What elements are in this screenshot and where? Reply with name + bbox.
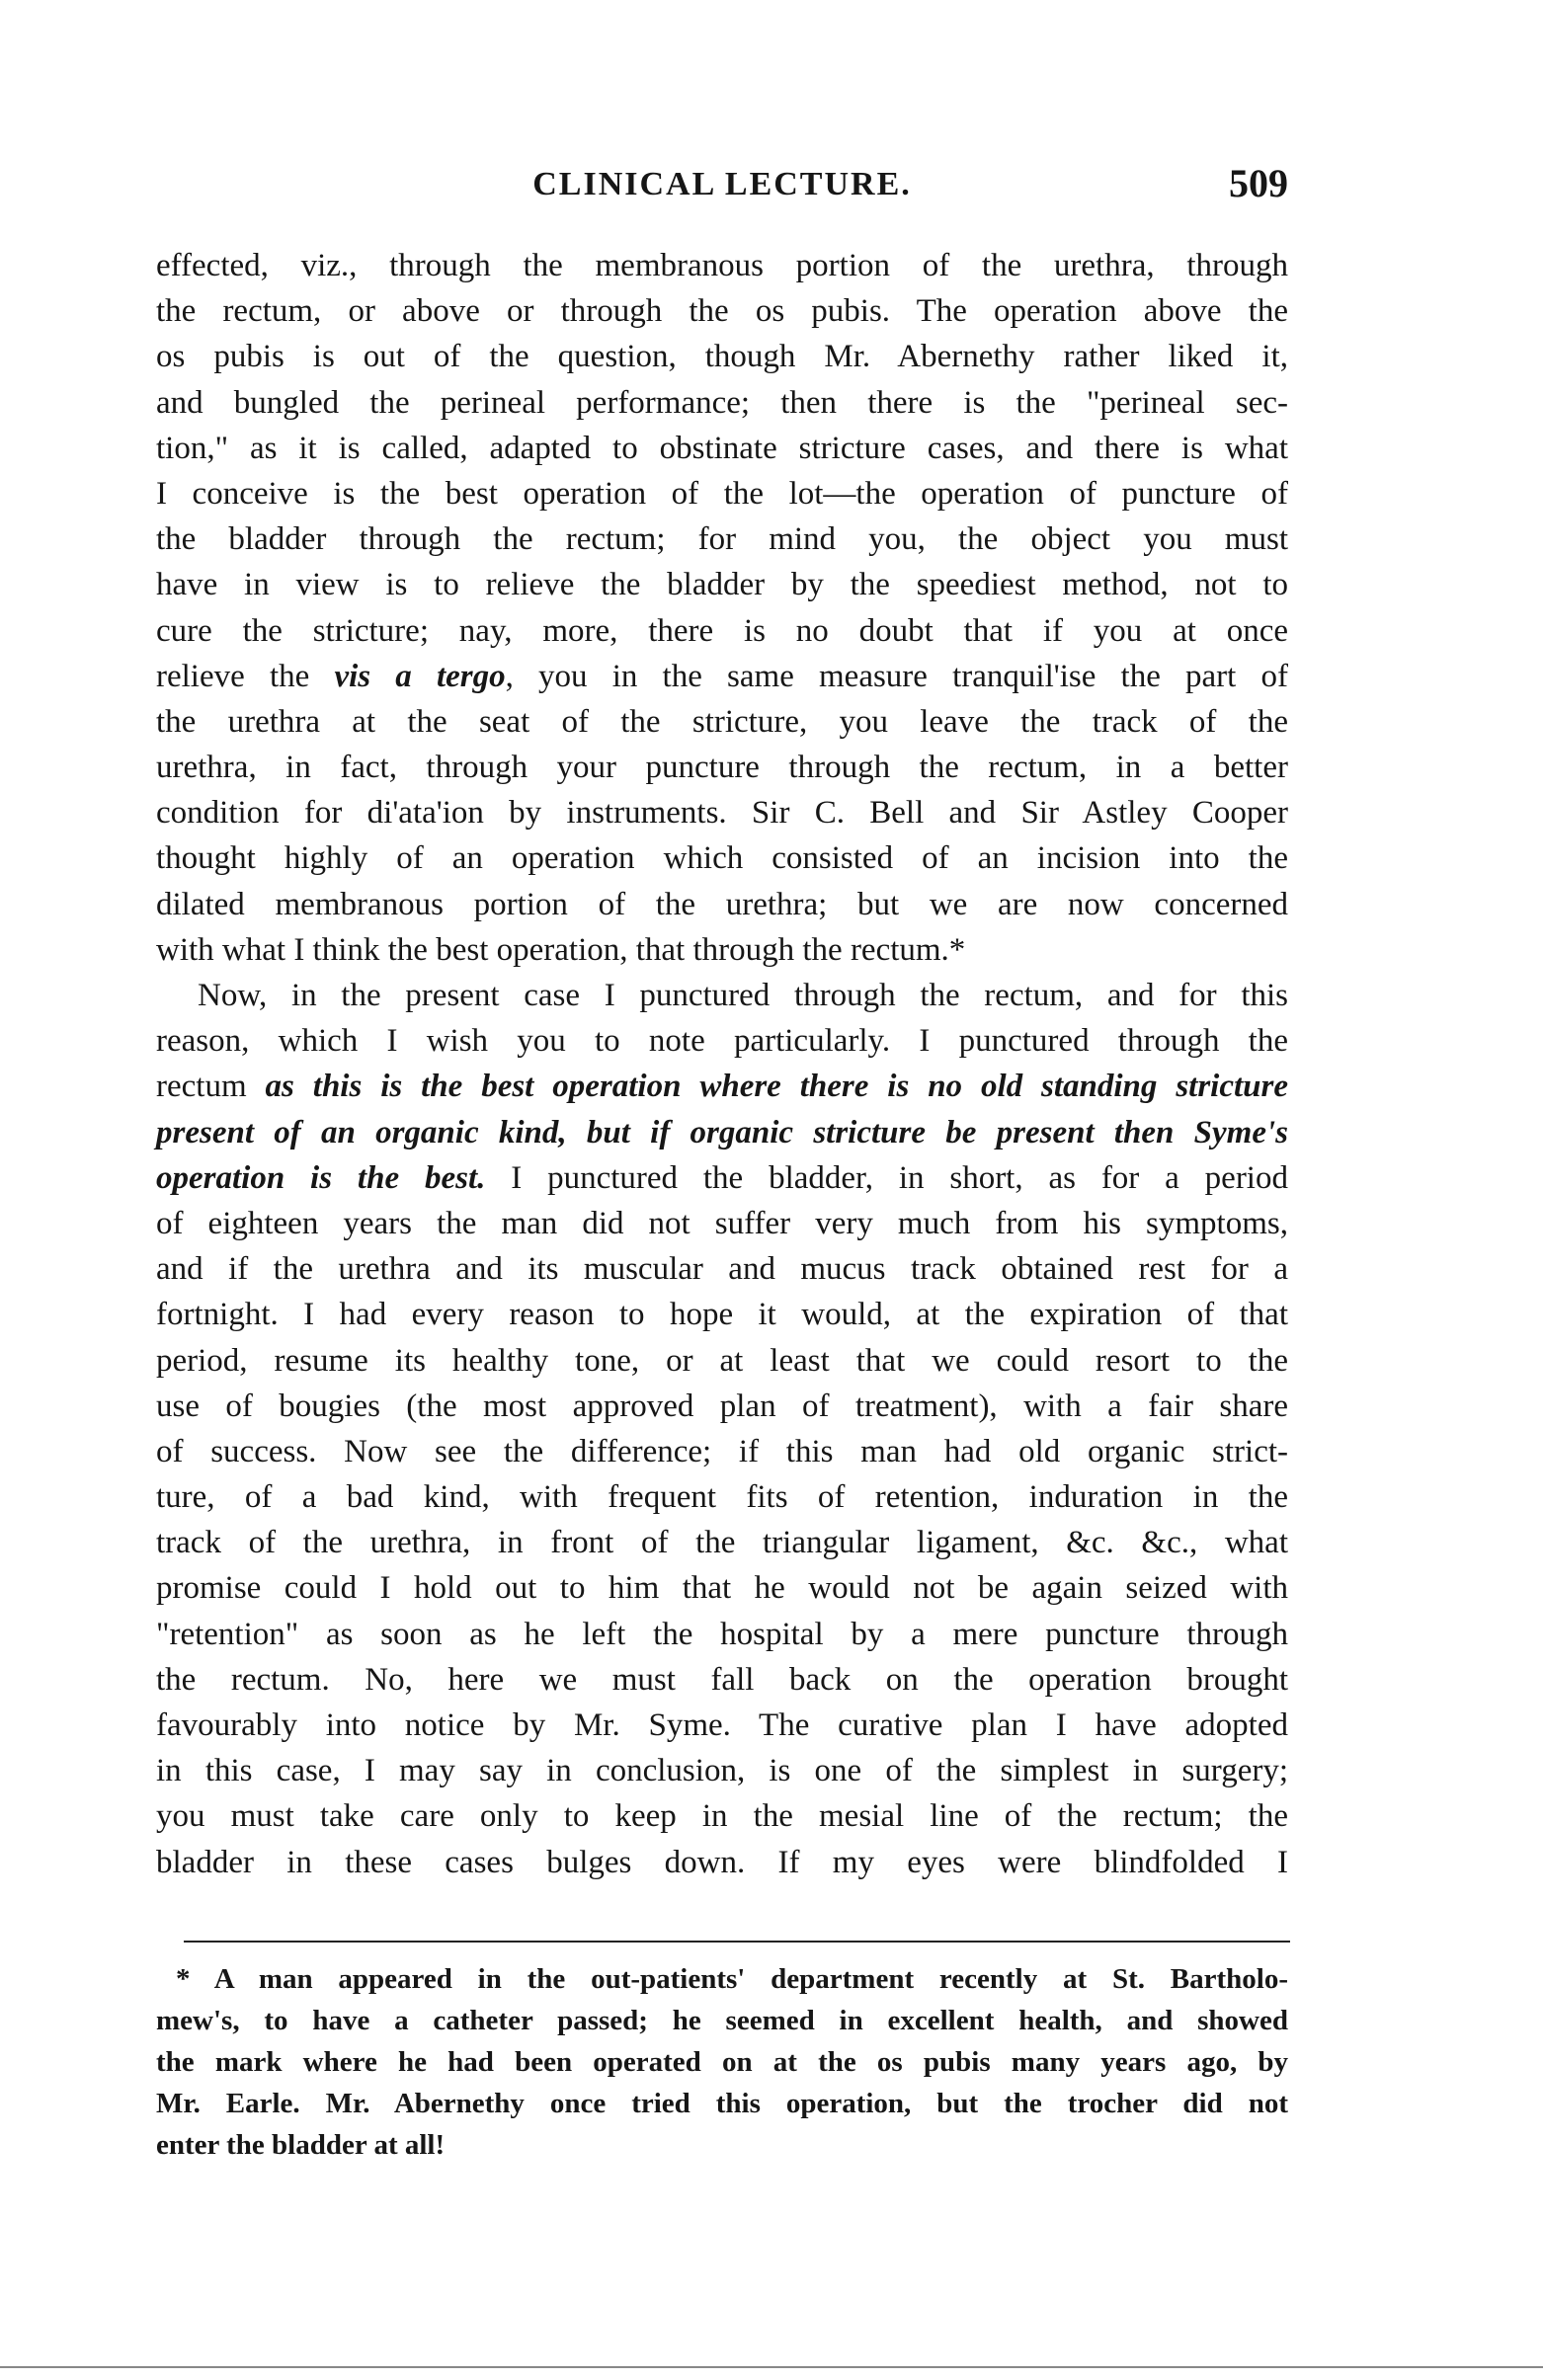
paragraph-start: Now, in the present case I punctured through the rectum, and for this [198, 978, 1288, 1013]
text-line: os pubis is out of the question, though Mr. Abernethy rather liked it, [156, 339, 1288, 375]
text-fragment: I punctured the bladder, in short, as for a period [485, 1159, 1288, 1196]
running-title: CLINICAL LECTURE. [532, 166, 912, 202]
text-line: dilated membranous portion of the urethra; but we are now concerned [156, 886, 1288, 922]
footnote-rule [184, 1941, 1290, 1943]
text-line: in this case, I may say in conclusion, is one of the simplest in surgery; [156, 1753, 1288, 1789]
text-line [156, 1064, 1288, 1109]
text-line: promise could I hold out to him that he would not be again seized with [156, 1570, 1288, 1607]
text-fragment: relieve the [156, 658, 335, 694]
footnote [156, 1958, 1288, 2166]
text-line: the urethra at the seat of the stricture, you leave the track of the [156, 703, 1288, 740]
emphasis-text: as this is the best operation where there is no old standing stricture [265, 1069, 1288, 1105]
text-line: reason, which I wish you to note particularly. I punctured through the [156, 1023, 1288, 1060]
text-line: urethra, in fact, through your puncture through the rectum, in a better [156, 750, 1288, 786]
text-line: of success. Now see the difference; if this man had old organic strict- [156, 1433, 1288, 1469]
text-line: use of bougies (the most approved plan of treatment), with a fair share [156, 1388, 1288, 1424]
emphasis-text: operation is the best. [156, 1159, 486, 1196]
footnote-line: the mark where he had been operated on at the os pubis many years ago, by [156, 2046, 1288, 2078]
text-line: thought highly of an operation which consisted of an incision into the [156, 840, 1288, 877]
footnote-line: enter the bladder at all! [156, 2129, 446, 2161]
text-line: favourably into notice by Mr. Syme. The curative plan I have adopted [156, 1707, 1288, 1743]
text-line: track of the urethra, in front of the triangular ligament, &c. &c., what [156, 1525, 1288, 1561]
scan-edge-line [0, 2366, 1543, 2368]
running-head [156, 160, 1288, 219]
text-fragment: rectum [156, 1069, 266, 1105]
text-line: effected, viz., through the membranous portion of the urethra, through [156, 248, 1288, 283]
text-line [156, 1155, 1288, 1201]
text-line: bladder in these cases bulges down. If my eyes were blindfolded I [156, 1844, 1288, 1880]
footnote-line: mew's, to have a catheter passed; he seemed in excellent health, and showed [156, 2005, 1288, 2036]
text-line: the rectum, or above or through the os pubis. The operation above the [156, 293, 1288, 330]
body-text [156, 243, 1288, 1885]
text-line: fortnight. I had every reason to hope it would, at the expiration of that [156, 1297, 1288, 1333]
text-line: with what I think the best operation, that through the rectum.* [156, 931, 966, 968]
text-line: and bungled the perineal performance; then there is the "perineal sec- [156, 384, 1288, 421]
text-line: and if the urethra and its muscular and mucus track obtained rest for a [156, 1251, 1288, 1288]
text-line: period, resume its healthy tone, or at least that we could resort to the [156, 1342, 1288, 1379]
text-line: the bladder through the rectum; for mind you, the object you must [156, 521, 1288, 558]
emphasis-text: present of an organic kind, but if organic stricture be present then Syme's [156, 1114, 1288, 1150]
text-line [156, 654, 1288, 699]
text-line: condition for di'ata'ion by instruments. Sir C. Bell and Sir Astley Cooper [156, 795, 1288, 832]
text-line: cure the stricture; nay, more, there is no doubt that if you at once [156, 612, 1288, 649]
text-line: the rectum. No, here we must fall back on the operation brought [156, 1661, 1288, 1698]
text-line: "retention" as soon as he left the hospital by a mere puncture through [156, 1616, 1288, 1652]
text-line: of eighteen years the man did not suffer very much from his symptoms, [156, 1205, 1288, 1241]
text-line: tion," as it is called, adapted to obstinate stricture cases, and there is what [156, 430, 1288, 466]
text-line [156, 1110, 1288, 1155]
text-line: ture, of a bad kind, with frequent fits of retention, induration in the [156, 1479, 1288, 1516]
footnote-line: Mr. Earle. Mr. Abernethy once tried this operation, but the trocher did not [156, 2088, 1288, 2119]
text-fragment: , you in the same measure tranquil'ise the part of [505, 658, 1288, 694]
latin-phrase: vis a tergo [334, 658, 506, 694]
footnote-line: * A man appeared in the out-patients' department recently at St. Bartholo- [176, 1963, 1288, 1995]
page-number: 509 [1229, 161, 1288, 205]
text-line: have in view is to relieve the bladder by the speediest method, not to [156, 567, 1288, 603]
text-line: you must take care only to keep in the mesial line of the rectum; the [156, 1798, 1288, 1835]
text-line: I conceive is the best operation of the lot—the operation of puncture of [156, 475, 1288, 512]
